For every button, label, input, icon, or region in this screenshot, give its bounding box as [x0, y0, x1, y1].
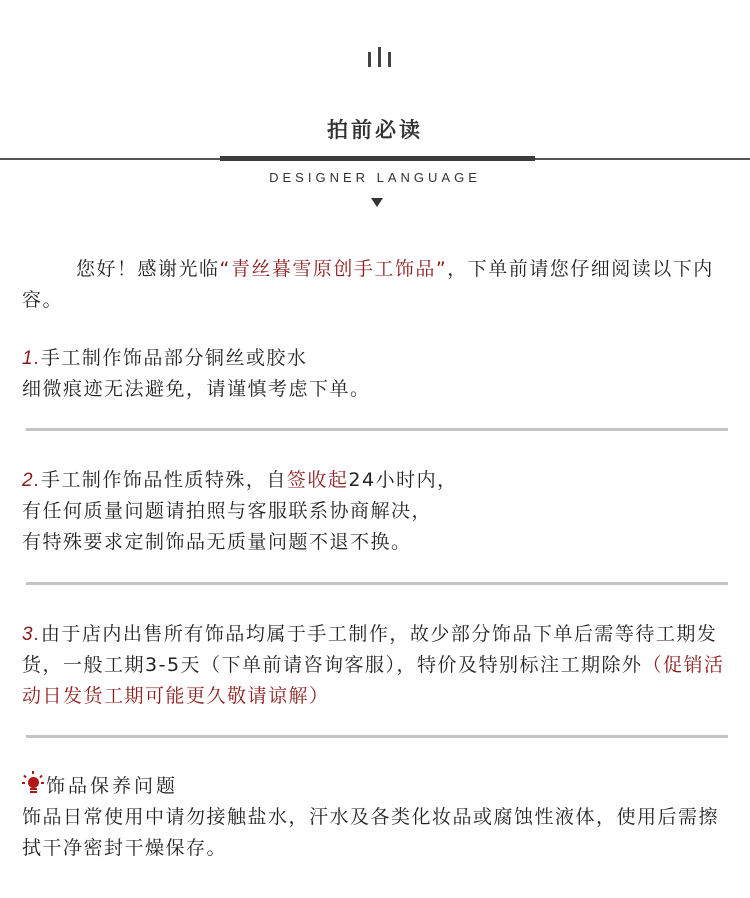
lightbulb-icon: [22, 771, 44, 795]
page-subtitle: DESIGNER LANGUAGE: [269, 170, 481, 185]
intro-text-after: ，下单前请您仔细阅读以下内容。: [22, 258, 714, 311]
care-heading: 饰品保养问题: [46, 775, 179, 797]
shop-name-highlight: “青丝暮雪原创手工饰品”: [219, 258, 448, 280]
triangle-down-icon: [371, 198, 383, 207]
section-3: [22, 619, 732, 712]
divider: [26, 735, 728, 738]
logo-bars-icon: [366, 45, 396, 67]
section-number: 1.: [22, 348, 41, 369]
section-text: 手工制作饰品性质特殊，自: [40, 469, 287, 491]
care-section: [22, 771, 732, 864]
section-2: [22, 465, 732, 558]
section-highlight: （促销活动日发货工期可能更久敬请谅解）: [22, 654, 725, 707]
section-2-line-3: 有特殊要求定制饰品无质量问题不退不换。: [22, 531, 412, 553]
section-2-line-1: [22, 465, 732, 496]
section-1-line-2: 细微痕迹无法避免，请谨慎考虑下单。: [22, 378, 371, 400]
section-1-line-1: [22, 343, 732, 374]
header-rule-accent: [220, 156, 535, 161]
care-text: 饰品日常使用中请勿接触盐水，汗水及各类化妆品或腐蚀性液体，使用后需擦拭干净密封干燥保存。: [22, 806, 720, 859]
divider: [26, 428, 728, 431]
bar: [368, 52, 371, 67]
section-highlight: 签收起: [286, 469, 349, 491]
section-1: [22, 343, 732, 405]
section-text: 由于店内出售所有饰品均属于手工制作，故少部分饰品下单后需等待工期发货，一般工期3-5天（下单前请咨询客服），特价及特别标注工期除外: [22, 623, 718, 676]
section-number: 2.: [22, 470, 41, 491]
section-number: 3.: [22, 624, 41, 645]
section-text: 手工制作饰品部分铜丝或胶水: [40, 347, 308, 369]
page-title: 拍前必读: [327, 118, 423, 142]
intro-paragraph: [22, 254, 732, 316]
care-heading-row: [22, 771, 732, 802]
bar: [388, 52, 391, 67]
intro-text-before: 您好！感谢光临: [76, 258, 220, 280]
section-text: 24小时内，: [348, 469, 458, 491]
bar: [378, 47, 381, 67]
section-2-line-2: 有任何质量问题请拍照与客服联系协商解决，: [22, 500, 433, 522]
divider: [26, 582, 728, 585]
